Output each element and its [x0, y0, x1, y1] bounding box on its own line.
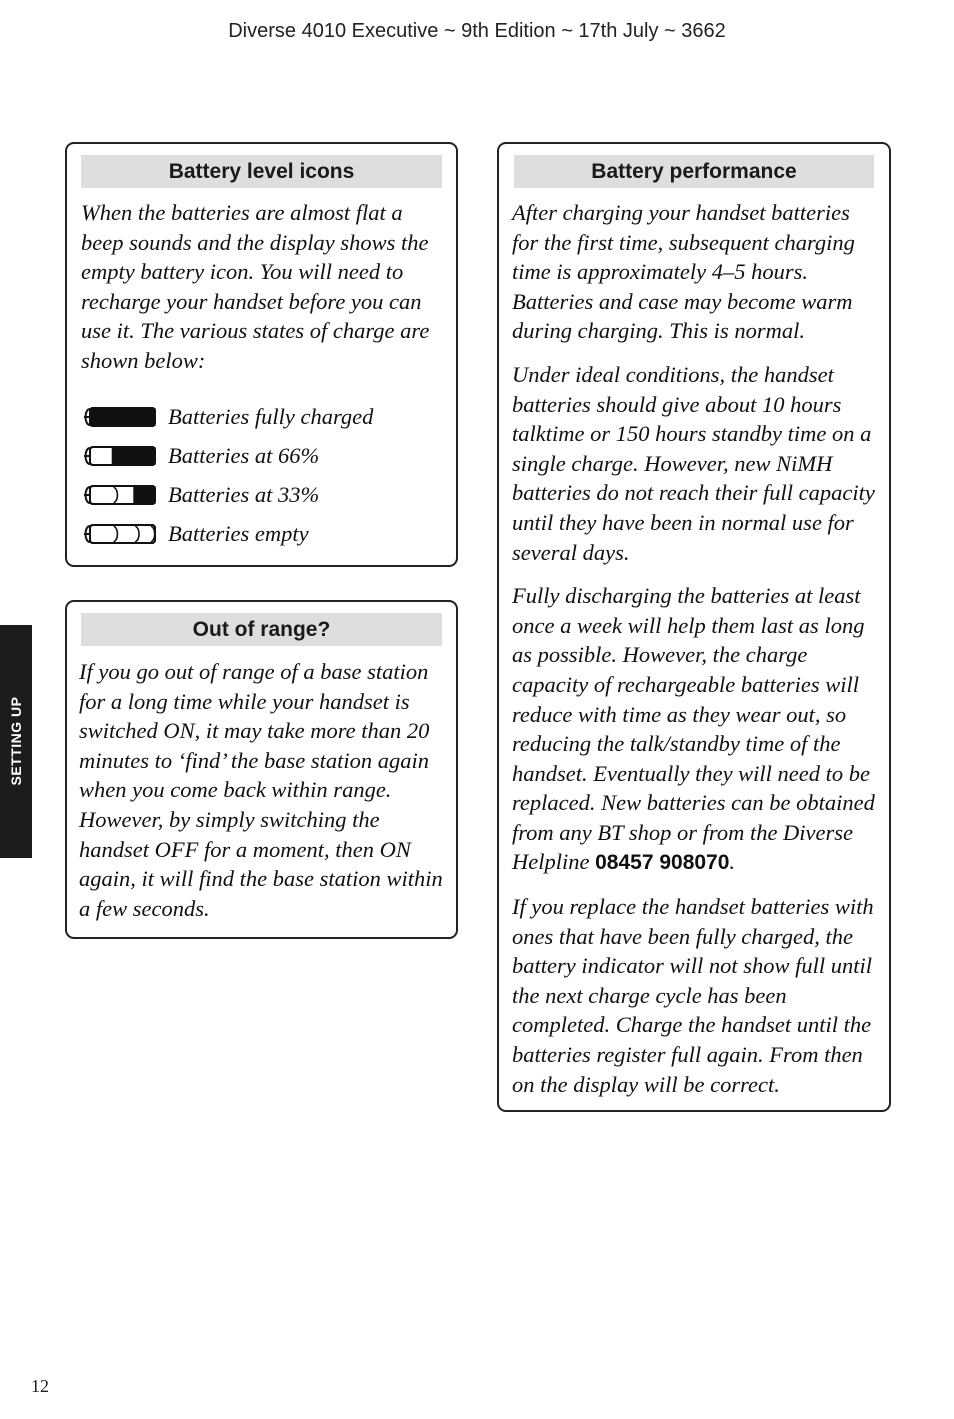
- battery-level-row: [81, 515, 456, 554]
- battery-level-label: Batteries empty: [168, 521, 309, 547]
- battery-level-icons-title: Battery level icons: [81, 155, 442, 188]
- helpline-number: 08457 908070: [595, 851, 730, 875]
- battery-level-label: Batteries at 33%: [168, 482, 320, 508]
- out-of-range-body: If you go out of range of a base station for a long time while your handset is switched ON, it may take more than 20 minutes to ‘find’ the base station again when you come back within range. However, by simply switching the handset OFF for a moment, then ON again, it will find the base station within a few seconds.: [79, 659, 443, 921]
- battery-level-icons-intro: When the batteries are almost flat a beep sounds and the display shows the empty battery icon. You will need to recharge your handset before you can use it. The various states of charge are shown below:: [81, 200, 430, 373]
- out-of-range-title: Out of range?: [81, 613, 442, 646]
- battery-performance-paragraph-4: If you replace the handset batteries with ones that have been fully charged, the battery indicator will not show full until the next charge cycle has been completed. Charge the handset until the batteries register full again. From then on the display will be correct.: [512, 894, 874, 1097]
- battery-33-icon: [81, 484, 157, 506]
- battery-performance-paragraph-2: Under ideal conditions, the handset batteries should give about 10 hours talktime or 150 hours standby time on a single charge. However, new NiMH batteries do not reach their full capacity until they have been in normal use for several days.: [512, 361, 875, 565]
- battery-level-row: [81, 437, 456, 476]
- page-number: 12: [31, 1376, 49, 1396]
- battery-66-icon: [81, 445, 157, 467]
- paragraph-3-end: .: [729, 849, 736, 875]
- section-tab: [0, 625, 32, 858]
- page-header: Diverse 4010 Executive ~ 9th Edition ~ 17th July ~ 3662: [228, 20, 726, 42]
- battery-level-row: [81, 398, 456, 437]
- battery-performance-paragraph-1: After charging your handset batteries for the first time, subsequent charging time is approximately 4–5 hours. Batteries and case may become warm during charging. This is normal.: [512, 200, 855, 344]
- battery-levels-list: [81, 398, 456, 554]
- battery-level-label: Batteries at 66%: [168, 443, 320, 469]
- battery-level-icons-box: [65, 142, 458, 567]
- battery-performance-title: Battery performance: [514, 155, 874, 188]
- battery-performance-box: [497, 142, 891, 1112]
- paragraph-3-text: Fully discharging the batteries at least once a week will help them last as long as possible. However, the charge capacity of rechargeable batteries will reduce with time as they wear out, so reducing the talk/standby time of the handset. Eventually they will need to be replaced. New batteries can be obtained from any BT shop or from the Diverse Helpline: [512, 583, 875, 875]
- out-of-range-box: [65, 600, 458, 939]
- battery-level-row: [81, 476, 456, 515]
- battery-performance-paragraph-3: [512, 581, 879, 878]
- section-tab-label: SETTING UP: [8, 696, 24, 786]
- battery-full-icon: [81, 406, 157, 428]
- battery-empty-icon: [81, 523, 157, 545]
- battery-level-label: Batteries fully charged: [168, 404, 374, 430]
